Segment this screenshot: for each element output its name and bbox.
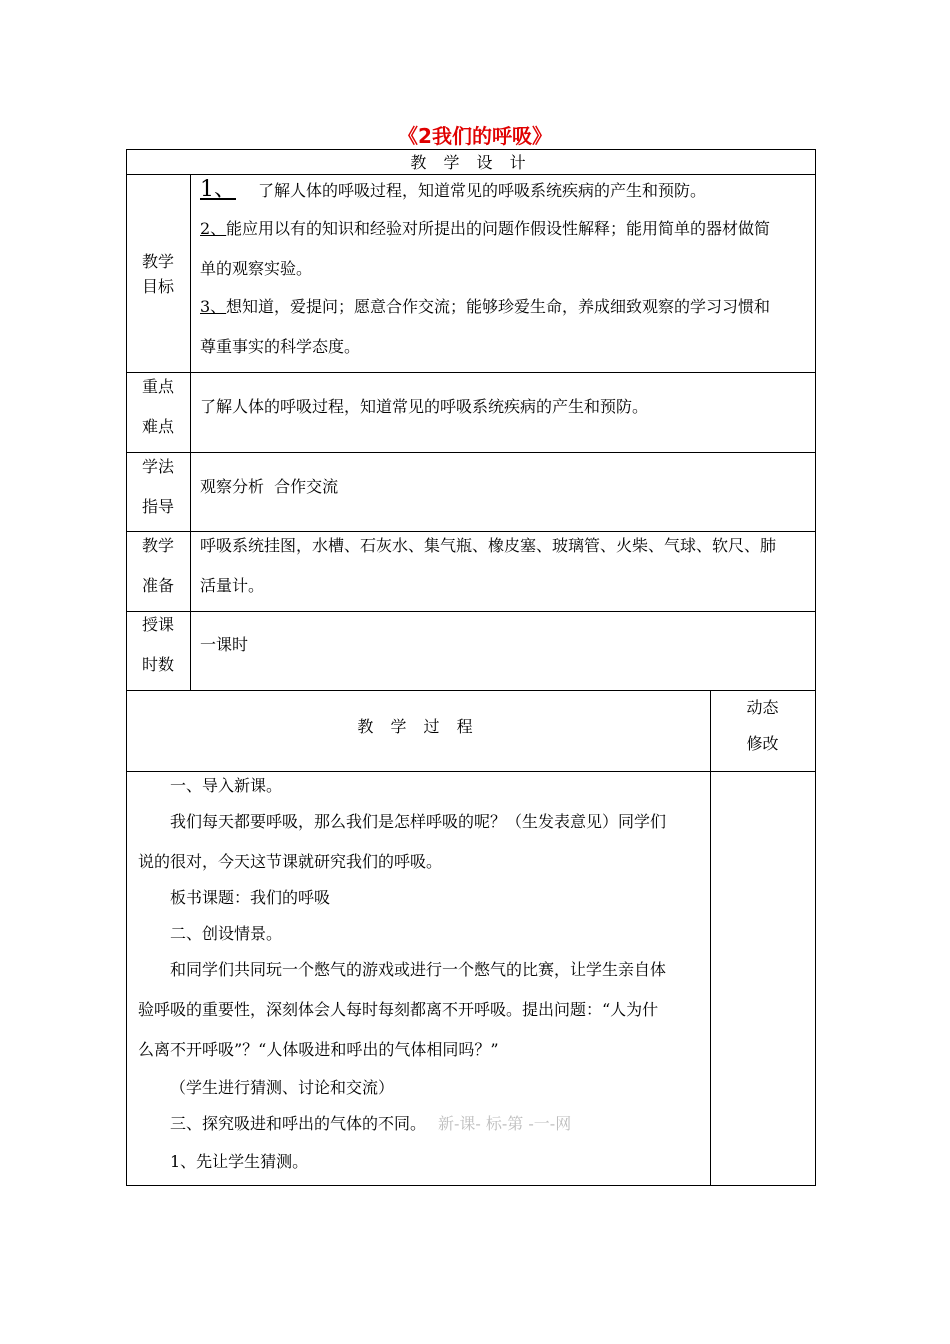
objective-3-text: 想知道，爱提问；愿意合作交流；能够珍爱生命，养成细致观察的学习习惯和 [226,297,771,316]
method-label-1: 学法 [141,457,174,476]
method-text: 观察分析 合作交流 [200,477,339,496]
document-title: 《2我们的呼吸》 [398,124,552,148]
prep-text-1: 呼吸系统挂图，水槽、石灰水、集气瓶、橡皮塞、玻璃管、火柴、气球、软尺、肺 [200,536,777,555]
objective-3-number: 3、 [200,297,227,316]
hours-label-1: 授课 [141,615,174,634]
objective-1-number: 1、 [200,177,236,202]
process-paragraph-5b: 验呼吸的重要性，深刻体会人每时每刻都离不开呼吸。提出问题：“人为什 [138,1000,659,1019]
key-points-text: 了解人体的呼吸过程，知道常见的呼吸系统疾病的产生和预防。 [200,397,649,416]
key-points-label-2: 难点 [141,417,174,436]
objective-2-continuation: 单的观察实验。 [200,259,313,278]
watermark-text: 新-课- 标-第 -一-网 [438,1114,572,1133]
process-paragraph-1: 一、导入新课。 [170,776,283,795]
process-paragraph-6: （学生进行猜测、讨论和交流） [170,1078,395,1097]
objective-2-number: 2、 [200,219,227,238]
dynamic-label-1: 动态 [746,698,779,717]
objective-2-text: 能应用以有的知识和经验对所提出的问题作假设性解释；能用简单的器材做简 [226,219,771,238]
dynamic-label-2: 修改 [746,734,779,753]
objectives-label-1: 教学 [141,252,174,271]
process-header: 教 学 过 程 [357,717,479,736]
process-paragraph-3: 板书课题：我们的呼吸 [170,888,331,907]
objective-3-continuation: 尊重事实的科学态度。 [200,337,361,356]
process-paragraph-7: 三、探究吸进和呼出的气体的不同。 [170,1114,427,1133]
prep-label-1: 教学 [141,536,174,555]
hours-text: 一课时 [200,635,249,654]
design-header: 教 学 设 计 [410,153,532,172]
key-points-label-1: 重点 [141,377,174,396]
objectives-label-2: 目标 [141,277,174,296]
method-label-2: 指导 [141,497,174,516]
prep-label-2: 准备 [141,576,174,595]
hours-label-2: 时数 [141,655,174,674]
objective-1-text: 了解人体的呼吸过程，知道常见的呼吸系统疾病的产生和预防。 [258,181,707,200]
process-paragraph-2a: 我们每天都要呼吸，那么我们是怎样呼吸的呢？（生发表意见）同学们 [170,812,667,831]
process-paragraph-2b: 说的很对，今天这节课就研究我们的呼吸。 [138,852,443,871]
prep-text-2: 活量计。 [200,576,265,595]
process-paragraph-4: 二、创设情景。 [170,924,283,943]
process-paragraph-5c: 么离不开呼吸”？“人体吸进和呼出的气体相同吗？” [138,1040,499,1059]
process-paragraph-5a: 和同学们共同玩一个憋气的游戏或进行一个憋气的比赛，让学生亲自体 [170,960,667,979]
process-paragraph-8: 1、先让学生猜测。 [170,1152,309,1171]
